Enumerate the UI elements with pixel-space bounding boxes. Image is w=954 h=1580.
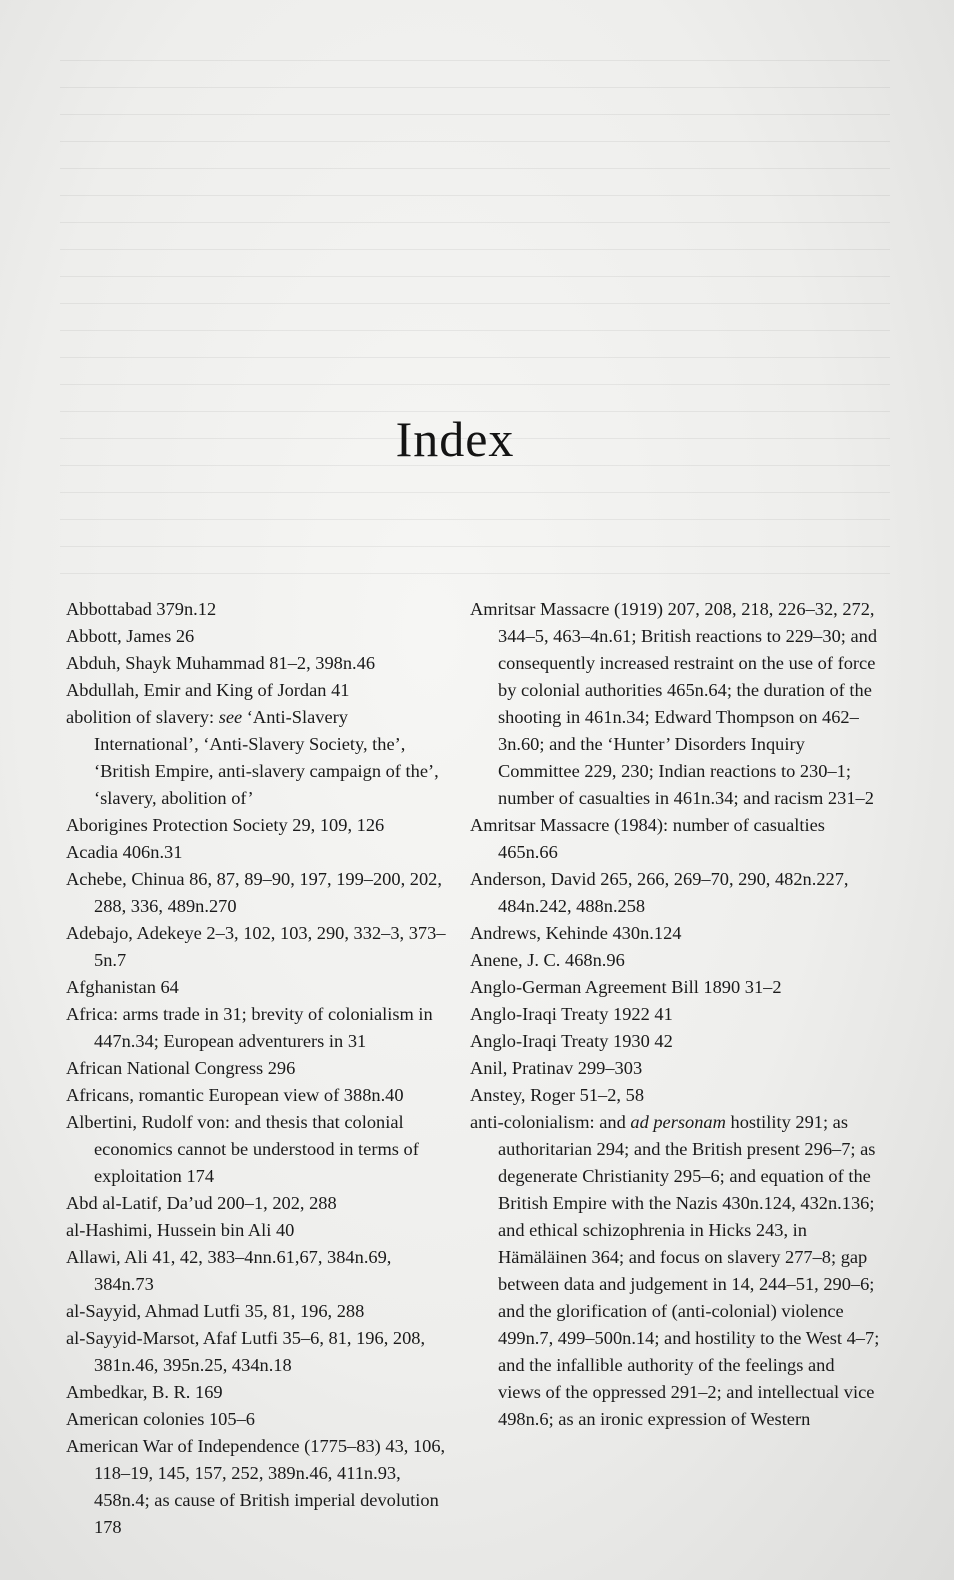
index-entry: Africa: arms trade in 31; brevity of colonialism in 447n.34; European adventurers in 31 (66, 1004, 433, 1051)
index-entry: al-Sayyid-Marsot, Afaf Lutfi 35–6, 81, 196, 208, 381n.46, 395n.25, 434n.18 (66, 1328, 426, 1375)
index-column-left (66, 596, 450, 1541)
index-entry: Anil, Pratinav 299–303 (470, 1058, 643, 1078)
index-entry: anti-colonialism: and ad personam hostility 291; as authoritarian 294; and the British present 296–7; as degenerate Christianity 295–6; and equation of the British Empire with the Nazis 430n.124, 432n.136; and ethical schizophrenia in Hicks 243, in Hämäläinen 364; and focus on slavery 277–8; gap between data and judgement in 14, 244–51, 290–6; and the glorification of (anti-colonial) violence 499n.7, 499–500n.14; and hostility to the West 4–7; and the infallible authority of the feelings and views of the oppressed 291–2; and intellectual vice 498n.6; as an ironic expression of Western (470, 1112, 880, 1429)
index-entry: Ambedkar, B. R. 169 (66, 1382, 223, 1402)
index-entry: Acadia 406n.31 (66, 842, 183, 862)
index-entry: Anstey, Roger 51–2, 58 (470, 1085, 645, 1105)
bleed-through-text (60, 60, 890, 580)
index-entry: al-Sayyid, Ahmad Lutfi 35, 81, 196, 288 (66, 1301, 365, 1321)
page-title: Index (395, 411, 515, 467)
index-entry: Anglo-Iraqi Treaty 1930 42 (470, 1031, 673, 1051)
index-entry: Allawi, Ali 41, 42, 383–4nn.61,67, 384n.69, 384n.73 (66, 1247, 392, 1294)
index-entry: Amritsar Massacre (1984): number of casualties 465n.66 (470, 815, 825, 862)
index-entry: Adebajo, Adekeye 2–3, 102, 103, 290, 332–3, 373–5n.7 (66, 923, 446, 970)
index-entry: Africans, romantic European view of 388n.40 (66, 1085, 404, 1105)
index-entry: abolition of slavery: see ‘Anti-Slavery International’, ‘Anti-Slavery Society, the’, ‘British Empire, anti-slavery campaign of the’, ‘slavery, abolition of’ (66, 707, 439, 808)
index-entry: Abbottabad 379n.12 (66, 599, 217, 619)
index-entry: Andrews, Kehinde 430n.124 (470, 923, 682, 943)
index-column-right (470, 596, 880, 1433)
index-entry: Anene, J. C. 468n.96 (470, 950, 625, 970)
index-entry: Abbott, James 26 (66, 626, 195, 646)
index-entry: Anderson, David 265, 266, 269–70, 290, 482n.227, 484n.242, 488n.258 (470, 869, 849, 916)
index-entry: Afghanistan 64 (66, 977, 179, 997)
index-entry: Abd al-Latif, Da’ud 200–1, 202, 288 (66, 1193, 337, 1213)
index-entry: American War of Independence (1775–83) 43, 106, 118–19, 145, 157, 252, 389n.46, 411n.93, 458n.4; as cause of British imperial devolution 178 (66, 1436, 446, 1537)
index-entry: Aborigines Protection Society 29, 109, 126 (66, 815, 385, 835)
index-entry: Anglo-Iraqi Treaty 1922 41 (470, 1004, 673, 1024)
index-entry: Anglo-German Agreement Bill 1890 31–2 (470, 977, 782, 997)
index-entry: African National Congress 296 (66, 1058, 296, 1078)
index-entry: Amritsar Massacre (1919) 207, 208, 218, 226–32, 272, 344–5, 463–4n.61; British reactions to 229–30; and consequently increased restraint on the use of force by colonial authorities 465n.64; the duration of the shooting in 461n.34; Edward Thompson on 462–3n.60; and the ‘Hunter’ Disorders Inquiry Committee 229, 230; Indian reactions to 230–1; number of casualties in 461n.34; and racism 231–2 (470, 599, 878, 808)
index-entry: American colonies 105–6 (66, 1409, 255, 1429)
index-entry: Abduh, Shayk Muhammad 81–2, 398n.46 (66, 653, 376, 673)
index-entry: al-Hashimi, Hussein bin Ali 40 (66, 1220, 295, 1240)
index-entry: Achebe, Chinua 86, 87, 89–90, 197, 199–200, 202, 288, 336, 489n.270 (66, 869, 442, 916)
index-entry: Albertini, Rudolf von: and thesis that colonial economics cannot be understood in terms of exploitation 174 (66, 1112, 419, 1186)
index-entry: Abdullah, Emir and King of Jordan 41 (66, 680, 350, 700)
